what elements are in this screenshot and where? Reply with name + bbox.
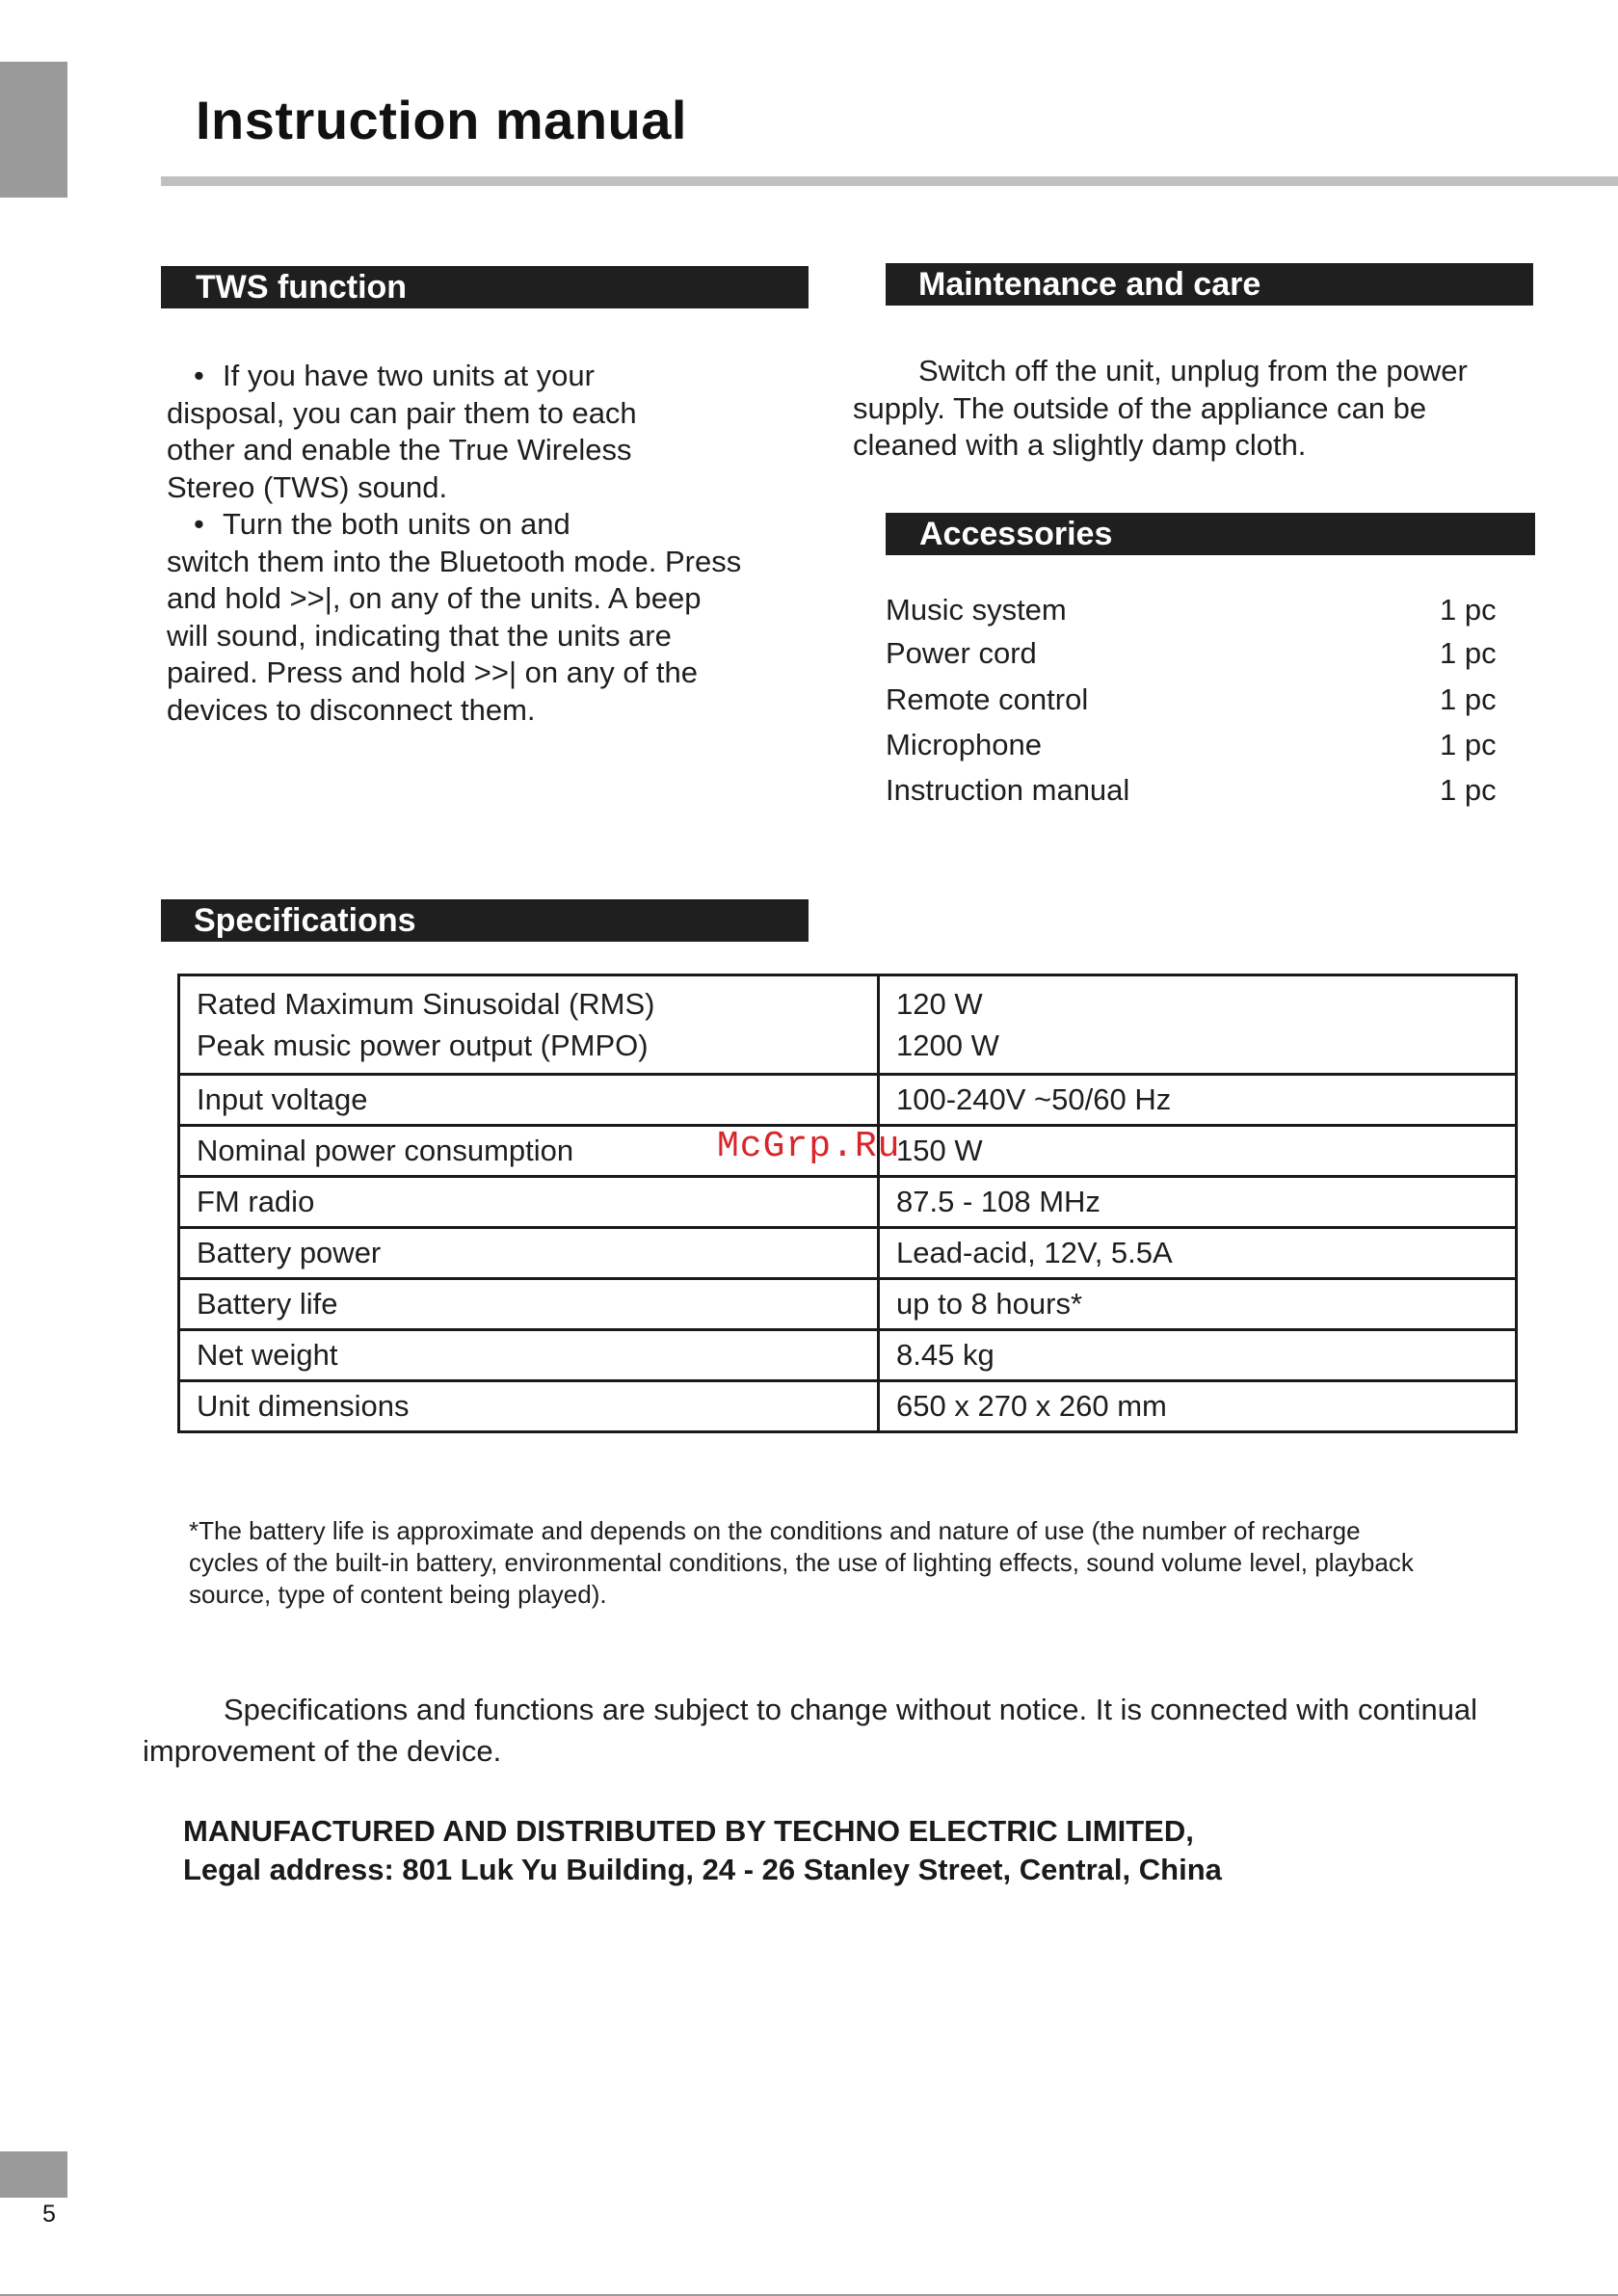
manufacturer-line: MANUFACTURED AND DISTRIBUTED BY TECHNO ELECTRIC LIMITED, — [183, 1814, 1194, 1848]
spec-value: 100-240V ~50/60 Hz — [879, 1075, 1517, 1126]
spec-label: Nominal power consumption — [179, 1126, 879, 1177]
bullet-icon: • — [194, 507, 204, 541]
spec-value: Lead-acid, 12V, 5.5A — [879, 1228, 1517, 1279]
spec-label: Unit dimensions — [179, 1381, 879, 1432]
watermark: McGrp.Ru — [717, 1126, 901, 1167]
notice-line: improvement of the device. — [143, 1734, 502, 1768]
specifications-table — [177, 974, 1518, 1433]
spec-value-line: 120 W — [896, 987, 983, 1021]
accessory-qty: 1 pc — [1440, 682, 1497, 716]
list-item — [886, 593, 1502, 631]
accessory-qty: 1 pc — [1440, 773, 1497, 807]
tws-p1-line: If you have two units at your — [223, 359, 595, 392]
list-item — [886, 636, 1502, 675]
tws-heading: TWS function — [161, 266, 809, 308]
list-item — [886, 773, 1502, 812]
spec-label: Battery power — [179, 1228, 879, 1279]
maintenance-line: supply. The outside of the appliance can be — [853, 390, 1427, 425]
maintenance-line: Switch off the unit, unplug from the power — [918, 354, 1468, 387]
accessories-heading: Accessories — [886, 513, 1535, 555]
tws-p2-line: Turn the both units on and — [223, 507, 570, 541]
tws-p2-line: will sound, indicating that the units are — [167, 618, 672, 653]
table-row — [179, 975, 1517, 1075]
spec-label: Input voltage — [179, 1075, 879, 1126]
spec-value: 8.45 kg — [879, 1330, 1517, 1381]
battery-footnote — [189, 1515, 1538, 1611]
spec-value: 650 x 270 x 260 mm — [879, 1381, 1517, 1432]
maintenance-line: cleaned with a slightly damp cloth. — [853, 428, 1307, 462]
maintenance-heading: Maintenance and care — [886, 263, 1533, 306]
spec-label-line: Rated Maximum Sinusoidal (RMS) — [197, 987, 655, 1021]
spec-label: Battery life — [179, 1279, 879, 1330]
tws-p2-line: and hold >>|, on any of the units. A beep — [167, 581, 702, 615]
table-row — [179, 1381, 1517, 1432]
table-row — [179, 1228, 1517, 1279]
accessory-name: Remote control — [886, 682, 1089, 716]
accessory-name: Power cord — [886, 636, 1037, 670]
accessory-qty: 1 pc — [1440, 728, 1497, 761]
tws-p2-line: devices to disconnect them. — [167, 692, 536, 727]
page-title: Instruction manual — [196, 90, 687, 150]
notice-line: Specifications and functions are subject to change without notice. It is connected with continual — [224, 1693, 1478, 1726]
list-item — [886, 682, 1502, 721]
tws-p1-line: other and enable the True Wireless — [167, 433, 632, 467]
accessory-name: Music system — [886, 593, 1067, 627]
list-item — [886, 728, 1502, 766]
spec-value-line: 1200 W — [896, 1028, 999, 1062]
spec-label-line: Peak music power output (PMPO) — [197, 1028, 649, 1062]
spec-value: up to 8 hours* — [879, 1279, 1517, 1330]
side-tab-bottom — [0, 2151, 67, 2198]
spec-label: Net weight — [179, 1330, 879, 1381]
specifications-heading: Specifications — [161, 899, 809, 942]
table-row — [179, 1177, 1517, 1228]
tws-p1-line: Stereo (TWS) sound. — [167, 469, 448, 504]
tws-p2-line: switch them into the Bluetooth mode. Press — [167, 544, 742, 578]
page-number: 5 — [42, 2201, 56, 2228]
tws-paragraph-1 — [167, 358, 822, 506]
tws-p2-line: paired. Press and hold >>| on any of the — [167, 655, 698, 689]
maintenance-body — [853, 353, 1522, 465]
bullet-icon: • — [194, 359, 204, 392]
title-divider — [161, 176, 1618, 186]
footnote-line: cycles of the built-in battery, environmental conditions, the use of lighting effects, sound volume level, playback — [189, 1548, 1414, 1577]
accessory-name: Microphone — [886, 728, 1042, 761]
accessory-qty: 1 pc — [1440, 593, 1497, 627]
side-tab-top — [0, 62, 67, 198]
tws-body — [167, 358, 822, 729]
footnote-line: *The battery life is approximate and depends on the conditions and nature of use (the number of recharge — [189, 1516, 1361, 1545]
table-row — [179, 1279, 1517, 1330]
legal-address: Legal address: 801 Luk Yu Building, 24 - 26 Stanley Street, Central, China — [183, 1853, 1222, 1886]
spec-label — [179, 975, 879, 1075]
spec-label: FM radio — [179, 1177, 879, 1228]
change-notice — [143, 1689, 1532, 1772]
spec-value — [879, 975, 1517, 1075]
table-row — [179, 1075, 1517, 1126]
tws-p1-line: disposal, you can pair them to each — [167, 395, 637, 430]
spec-value: 87.5 - 108 MHz — [879, 1177, 1517, 1228]
footnote-line: source, type of content being played). — [189, 1580, 607, 1609]
accessory-qty: 1 pc — [1440, 636, 1497, 670]
accessory-name: Instruction manual — [886, 773, 1130, 807]
manufacturer-info — [183, 1812, 1552, 1889]
table-row — [179, 1330, 1517, 1381]
tws-paragraph-2 — [167, 506, 822, 729]
spec-value: 150 W — [879, 1126, 1517, 1177]
